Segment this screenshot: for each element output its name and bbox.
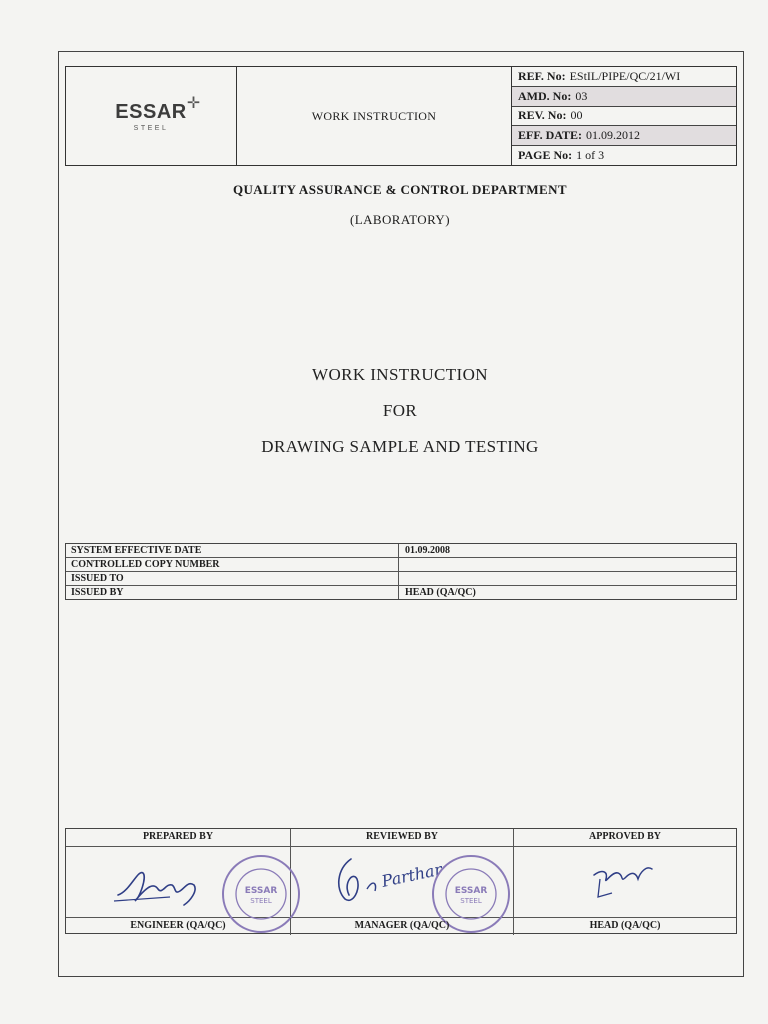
logo-subtitle: STEEL <box>133 124 169 132</box>
svg-text:ESSAR: ESSAR <box>244 886 278 896</box>
table-row: ISSUED BY HEAD (QA/QC) <box>66 586 736 599</box>
table-row: CONTROLLED COPY NUMBER <box>66 558 736 572</box>
department-title: QUALITY ASSURANCE & CONTROL DEPARTMENT <box>232 182 567 197</box>
header-title: WORK INSTRUCTION <box>237 67 512 165</box>
table-row: SYSTEM EFFECTIVE DATE 01.09.2008 <box>66 544 736 558</box>
prepared-signature <box>110 861 220 911</box>
page-number-row: PAGE No: 1 of 3 <box>518 148 605 163</box>
document-title-line-2: FOR <box>382 401 418 420</box>
amendment-number-value: 03 <box>575 88 588 103</box>
svg-text:STEEL: STEEL <box>250 897 272 905</box>
effective-date-value: 01.09.2012 <box>586 128 641 143</box>
revision-number-row: REV. No: 00 <box>512 107 736 127</box>
document-title-line-1: WORK INSTRUCTION <box>312 365 488 384</box>
reviewed-signature-cell <box>291 847 514 917</box>
svg-text:ESSAR: ESSAR <box>454 886 488 896</box>
approved-by-role: HEAD (QA/QC) <box>589 920 661 931</box>
approved-signature-cell <box>514 847 736 917</box>
amendment-number-row: AMD. No: 03 <box>512 87 736 107</box>
logo-wordmark: ESSAR <box>115 100 187 123</box>
ref-number-value: EStIL/PIPE/QC/21/WI <box>569 68 681 83</box>
company-logo <box>66 67 237 165</box>
document-header <box>65 66 737 166</box>
system-info-table <box>65 543 737 600</box>
revision-number-value: 00 <box>570 108 583 123</box>
prepared-signature-cell <box>66 847 291 917</box>
reviewed-by-heading: REVIEWED BY <box>291 829 514 846</box>
reference-block <box>512 67 736 165</box>
logo-star-icon: ✛ <box>186 94 201 112</box>
approved-signature <box>586 851 676 901</box>
page-number-value: 1 of 3 <box>576 148 605 163</box>
document-title-line-3: DRAWING SAMPLE AND TESTING <box>261 437 539 456</box>
approved-by-heading: APPROVED BY <box>589 831 661 842</box>
reviewed-by-role: MANAGER (QA/QC) <box>291 918 514 935</box>
department-subtitle: (LABORATORY) <box>350 212 450 227</box>
table-row: ISSUED TO <box>66 572 736 586</box>
ref-number-row: REF. No: EStIL/PIPE/QC/21/WI <box>512 67 736 87</box>
signature-table <box>65 828 737 934</box>
prepared-by-heading: PREPARED BY <box>66 829 291 846</box>
effective-date-row: EFF. DATE: 01.09.2012 <box>512 126 736 146</box>
prepared-by-role: ENGINEER (QA/QC) <box>66 918 291 935</box>
svg-text:STEEL: STEEL <box>460 897 482 905</box>
svg-text:Parthar: Parthar <box>379 859 444 891</box>
